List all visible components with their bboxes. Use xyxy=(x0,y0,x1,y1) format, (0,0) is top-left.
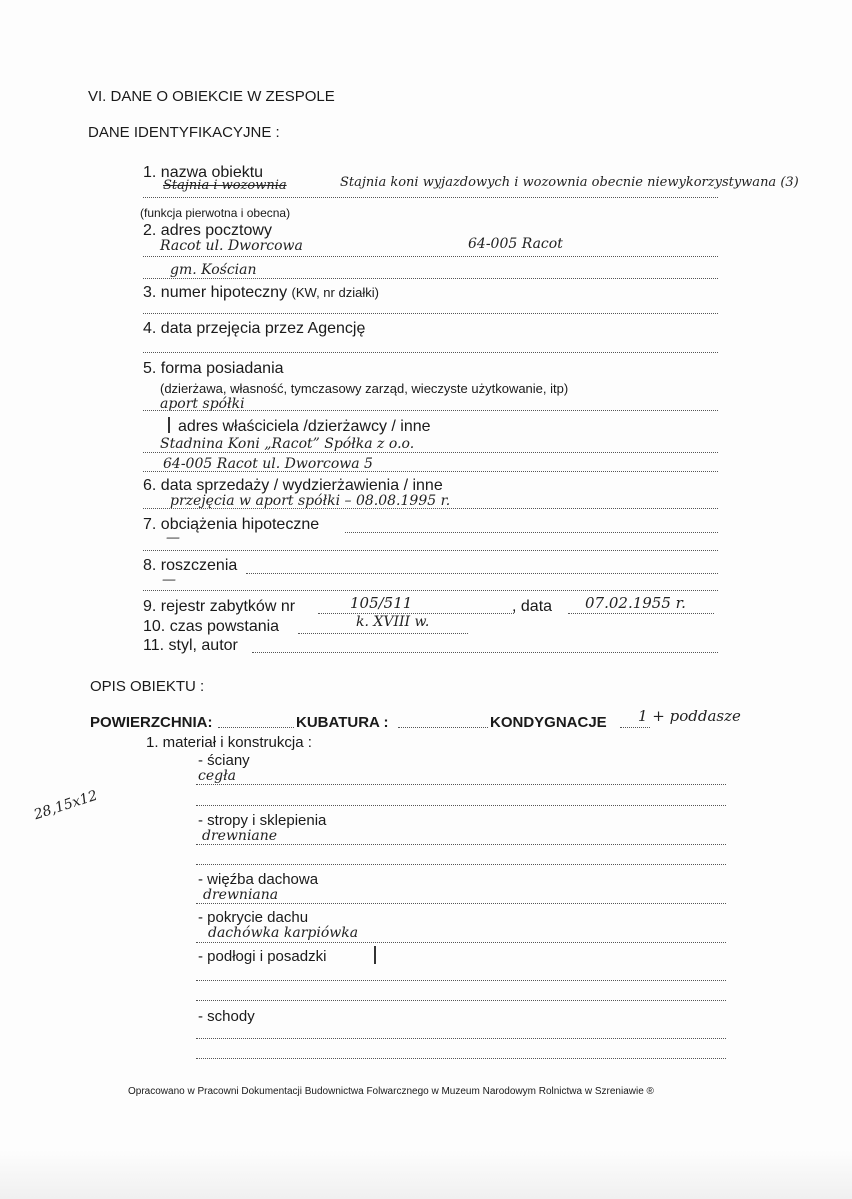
construction-label: 1. materiał i konstrukcja : xyxy=(146,734,312,751)
field-mortgage-label-small: (KW, nr działki) xyxy=(291,285,379,300)
field-style-line xyxy=(252,652,718,653)
floors-label: KONDYGNACJE xyxy=(490,714,607,731)
walls-line1 xyxy=(196,784,726,785)
pen-mark xyxy=(168,417,170,433)
field-owner-line1: Stadnina Koni „Racot” Spółka z o.o. xyxy=(160,436,415,452)
field-address-line2 xyxy=(143,278,718,279)
field-register-label: 9. rejestr zabytków nr xyxy=(143,598,296,615)
pen-mark xyxy=(374,946,376,964)
field-sale-line xyxy=(143,508,718,509)
floors-finish-line1 xyxy=(196,980,726,981)
field-owner-line2: 64-005 Racot ul. Dworcowa 5 xyxy=(163,456,373,472)
field-ownership-label: 5. forma posiadania xyxy=(143,360,284,377)
field-name-sublabel: (funkcja pierwotna i obecna) xyxy=(140,206,291,220)
walls-value: cegła xyxy=(198,768,236,784)
footer-text: Opracowano w Pracowni Dokumentacji Budownictwa Folwarcznego w Muzeum Narodowym Rolnictwa w Szreniawie ® xyxy=(128,1086,654,1097)
ceilings-label: - stropy i sklepienia xyxy=(198,812,327,829)
field-register-number: 105/511 xyxy=(350,594,413,612)
field-ownership-value: aport spółki xyxy=(160,396,245,412)
field-owner-label: adres właściciela /dzierżawcy / inne xyxy=(178,418,431,435)
field-address-commune: gm. Kościan xyxy=(170,262,257,278)
ceilings-line2 xyxy=(196,864,726,865)
field-takeover-line xyxy=(143,352,718,353)
field-register-date: 07.02.1955 r. xyxy=(585,594,686,612)
floors-finish-line2 xyxy=(196,1000,726,1001)
field-encumbrances-value: — xyxy=(166,530,180,546)
field-sale-value: przejęcia w aport spółki – 08.08.1995 r. xyxy=(170,493,451,509)
field-address-street: Racot ul. Dworcowa xyxy=(160,238,303,254)
identification-heading: DANE IDENTYFIKACYJNE : xyxy=(88,124,280,141)
field-owner-dots2 xyxy=(143,471,718,472)
field-takeover-label: 4. data przejęcia przez Agencję xyxy=(143,320,366,337)
field-name-value: Stajnia koni wyjazdowych i wozownia obecnie niewykorzystywana (3) xyxy=(340,175,799,190)
field-sale-label: 6. data sprzedaży / wydzierżawienia / inne xyxy=(143,477,443,494)
field-encumbrances-line xyxy=(345,532,718,533)
field-ownership-sublabel: (dzierżawa, własność, tymczasowy zarząd, wieczyste użytkowanie, itp) xyxy=(160,381,569,396)
floors-value: 1 + poddasze xyxy=(638,707,741,725)
page-bottom-edge xyxy=(0,1150,852,1199)
field-claims-line2 xyxy=(143,590,718,591)
roof-label: - więźba dachowa xyxy=(198,871,319,888)
field-register-date-label: , data xyxy=(512,598,553,615)
roof-value: drewniana xyxy=(203,887,279,903)
covering-line xyxy=(196,942,726,943)
field-style-label: 11. styl, autor xyxy=(143,637,238,654)
walls-line2 xyxy=(196,805,726,806)
walls-label: - ściany xyxy=(198,752,250,769)
field-address-label: 2. adres pocztowy xyxy=(143,222,272,239)
field-claims-line xyxy=(246,573,718,574)
field-address-zip: 64-005 Racot xyxy=(468,236,563,252)
description-heading: OPIS OBIEKTU : xyxy=(90,678,205,695)
floors-finish-label: - podłogi i posadzki xyxy=(198,948,327,965)
field-encumbrances-line2 xyxy=(143,550,718,551)
field-name-crossed: Stajnia i wozownia xyxy=(163,178,287,193)
ceilings-line1 xyxy=(196,844,726,845)
section-title: VI. DANE O OBIEKCIE W ZESPOLE xyxy=(88,88,335,105)
stairs-line2 xyxy=(196,1058,726,1059)
field-mortgage-label-main: 3. numer hipoteczny xyxy=(143,284,288,301)
field-encumbrances-label: 7. obciążenia hipoteczne xyxy=(143,516,320,533)
margin-note: 28,15x12 xyxy=(32,787,100,824)
stairs-line1 xyxy=(196,1038,726,1039)
field-register-date-line xyxy=(568,613,714,614)
field-created-label: 10. czas powstania xyxy=(143,618,280,635)
floors-line xyxy=(620,727,650,728)
field-name-label: 1. nazwa obiektu xyxy=(143,164,264,181)
covering-label: - pokrycie dachu xyxy=(198,909,309,926)
field-owner-dots1 xyxy=(143,452,718,453)
volume-line xyxy=(398,727,488,728)
field-mortgage-label xyxy=(143,284,379,302)
field-claims-label: 8. roszczenia xyxy=(143,557,238,574)
field-ownership-line xyxy=(143,410,718,411)
field-mortgage-line xyxy=(143,313,718,314)
covering-value: dachówka karpiówka xyxy=(208,925,359,941)
area-label: POWIERZCHNIA: xyxy=(90,714,213,731)
field-created-line xyxy=(298,633,468,634)
area-line xyxy=(218,727,294,728)
roof-line xyxy=(196,903,726,904)
field-address-line1 xyxy=(143,256,718,257)
field-name-line xyxy=(143,197,718,198)
ceilings-value: drewniane xyxy=(202,828,278,844)
stairs-label: - schody xyxy=(198,1008,255,1025)
volume-label: KUBATURA : xyxy=(296,714,389,731)
field-created-value: k. XVIII w. xyxy=(356,614,430,630)
field-claims-value: — xyxy=(162,572,176,588)
